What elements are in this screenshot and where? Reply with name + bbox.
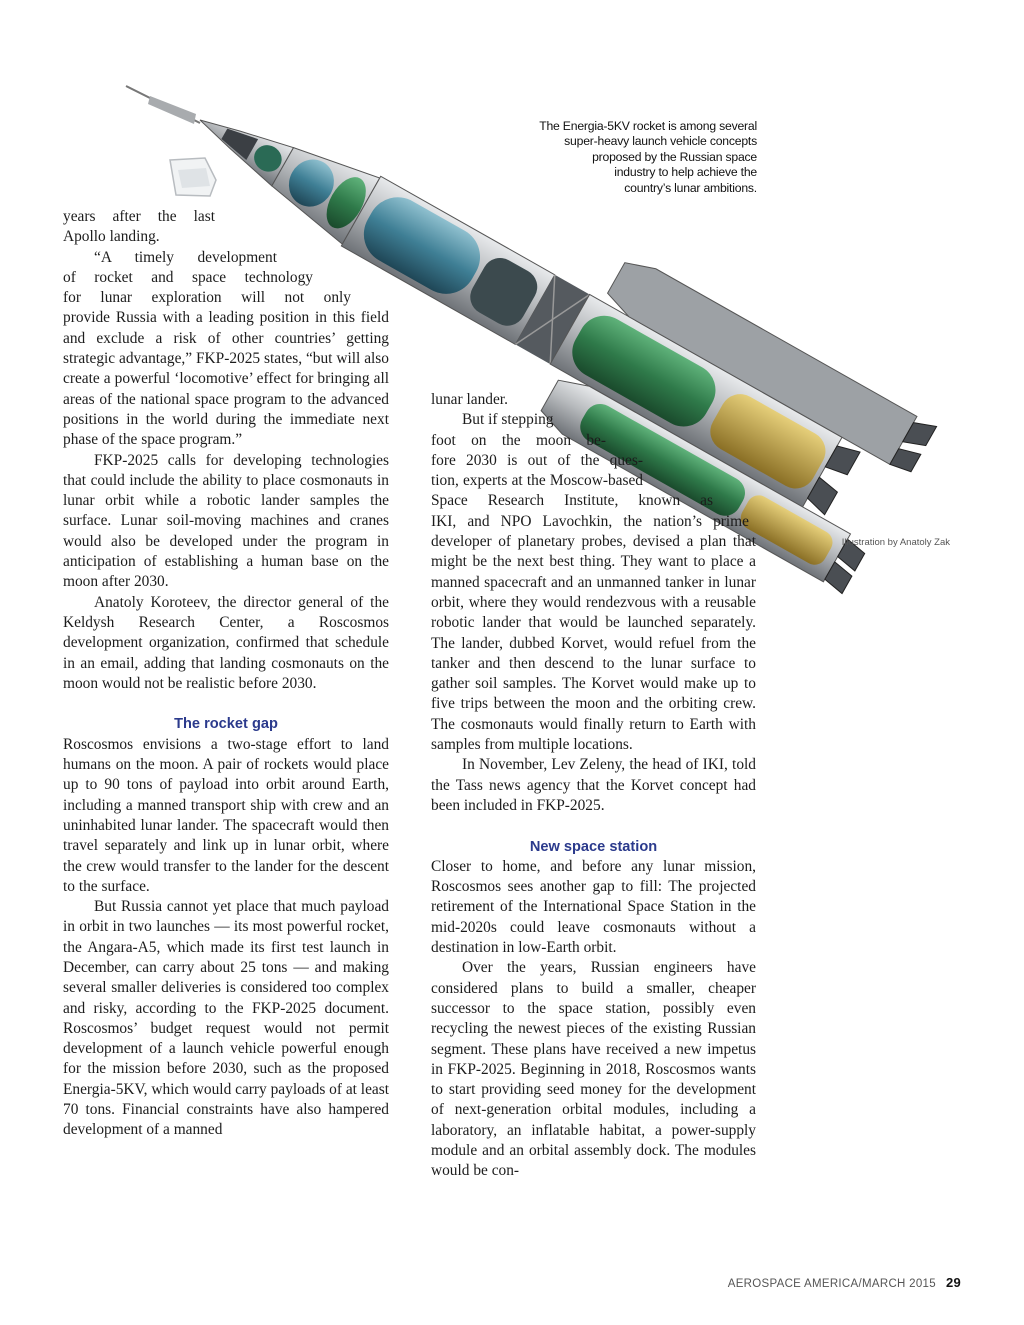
body-paragraph: Anatoly Koroteev, the director general of the Keldysh Research Center, a Roscosmos development organization, confirmed that schedule in an email, adding that landing cosmonauts on the moon would not be realistic before 2030.	[63, 593, 389, 692]
section-heading: New space station	[529, 838, 658, 855]
publication-name: AEROSPACE AMERICA/MARCH 2015	[727, 1278, 936, 1290]
body-line: IKI, and NPO Lavochkin, the nation’s prime	[431, 512, 749, 530]
body-line: for lunar exploration will not only	[63, 289, 351, 307]
launch-escape-tower	[126, 86, 200, 124]
body-line: of rocket and space technology	[63, 268, 313, 286]
text-column-right	[431, 390, 756, 1182]
page-footer	[728, 1275, 961, 1290]
caption-line: industry to help achieve the	[614, 165, 757, 180]
fairing-fragment	[170, 158, 216, 196]
body-line: fore 2030 is out of the ques-	[431, 451, 643, 469]
body-paragraph: Over the years, Russian engineers have considered plans to build a smaller, cheaper successor to the space station, possibly even recycling the newest pieces of the existing Russian segment. These plans have received a new impetus in FKP-2025. Beginning in 2018, Roscosmos wants to start providing seed money for the development of next-generation orbital modules, including a laboratory, an inflatable habitat, a power-supply module and an orbital assembly dock. The modules would be con-	[431, 959, 756, 1180]
body-paragraph: developer of planetary probes, devised a plan that might be the next best thing. They want to place a manned spacecraft and an unmanned tanker in lunar orbit, where they would rendezvous with a reusable robotic lander that would be launched separately. The lander, dubbed Korvet, would refuel from the tanker and then descend to the lunar surface to gather soil samples. The Korvet would make up to five trips between the moon and the orbiting crew. The cosmonauts would finally return to Earth with samples from multiple locations.	[431, 533, 756, 754]
caption-line: The Energia-5KV rocket is among several	[539, 119, 757, 133]
body-line: But if stepping	[462, 411, 554, 429]
body-paragraph: provide Russia with a leading position in this field and exclude a risk of other countries’ getting strategic advantage,” FKP-2025 states, “but will also create a powerful ‘locomotive’ effect for bringing all areas of the national space program to the advanced positions in the world during the immediate next phase of the space program.”	[63, 309, 389, 449]
body-line: tion, experts at the Moscow-based	[431, 472, 643, 490]
text-column-left	[63, 207, 389, 1141]
body-paragraph: Closer to home, and before any lunar mission, Roscosmos sees another gap to fill: The projected retirement of the International Space Station in the mid-2020s could leave cosmonauts without a destination in low-Earth orbit.	[431, 857, 756, 957]
figure-caption	[520, 119, 757, 196]
body-line: years after the last	[63, 208, 215, 225]
caption-line: country’s lunar ambitions.	[624, 180, 757, 195]
body-line: “A timely development	[94, 248, 277, 266]
body-paragraph: In November, Lev Zeleny, the head of IKI, told the Tass news agency that the Korvet concept had been included in FKP-2025.	[431, 756, 756, 814]
body-line: Apollo landing.	[63, 228, 160, 246]
caption-line: super-heavy launch vehicle concepts	[564, 134, 757, 149]
body-paragraph: FKP-2025 calls for developing technologies that could include the ability to place cosmonauts in lunar orbit while a robotic lander samples the surface. Lunar soil-moving machines and cranes would also be developed under the program in anticipation of establishing a human base on the moon after 2030.	[63, 451, 389, 591]
section-heading: The rocket gap	[174, 716, 278, 733]
body-line: foot on the moon be-	[431, 431, 606, 449]
body-line: lunar lander.	[431, 391, 508, 408]
caption-line: proposed by the Russian space	[592, 149, 757, 164]
page-number: 29	[945, 1275, 961, 1290]
body-line: Space Research Institute, known as	[431, 492, 713, 510]
body-paragraph: Roscosmos envisions a two-stage effort to land humans on the moon. A pair of rockets would place up to 90 tons of payload into orbit around Earth, including a manned transport ship with crew and an uninhabited lunar lander. The spacecraft would then travel separately and link up in lunar orbit, where the crew would transfer to the lander for the descent to the surface.	[63, 735, 389, 895]
illustration-credit: Illustration by Anatoly Zak	[841, 537, 950, 548]
body-paragraph: But Russia cannot yet place that much payload in orbit in two launches — its most powerful rocket, the Angara-A5, which made its first test launch in December, can carry about 25 tons — and making several smaller deliveries is considered too complex and risky, according to the FKP-2025 document. Roscosmos’ budget request would not permit development of a launch vehicle powerful enough for the mission before 2030, such as the proposed Energia-5KV, which would carry payloads of at least 70 tons. Financial constraints have also hampered development of a manned	[63, 898, 389, 1139]
